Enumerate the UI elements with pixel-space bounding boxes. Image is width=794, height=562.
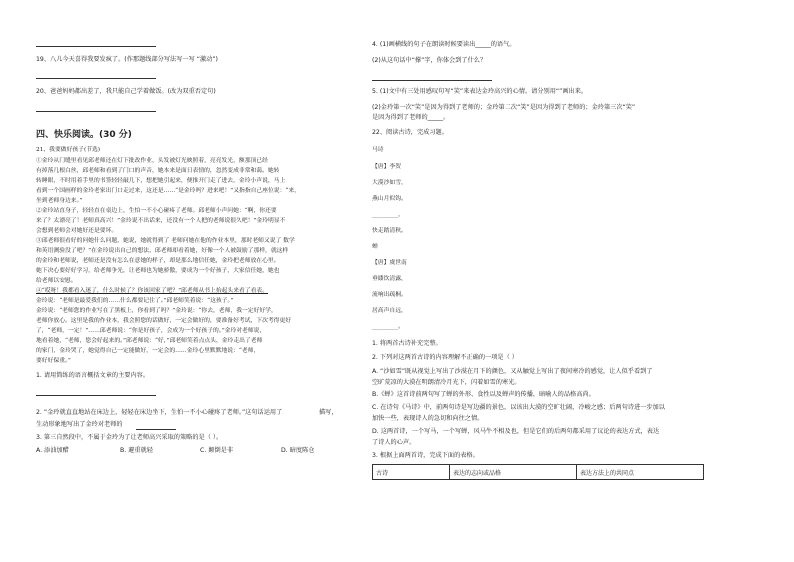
- poem-option-c: C. 在诗句《马诗》中，前两句诗是写边疆的景色，以该出大漠的空旷壮阔，冷峻之感；后两句诗进一步加以: [372, 404, 665, 411]
- poem2-line: 居高声自远，: [372, 308, 407, 314]
- poem1-line: _________，: [372, 212, 404, 218]
- poem-question-1: 1. 将两首古诗补充完整。: [372, 340, 442, 347]
- answer-line: [36, 78, 156, 79]
- passage-line: 和英语测验没了吧？”在金玲说出自己的想法，邱老师却看着她，好像一个人被鼓励了那样，就这样: [36, 248, 289, 254]
- poem2-author: 【唐】虞世南: [372, 260, 407, 266]
- poem2-line: 垂緌饮清露，: [372, 276, 407, 282]
- passage-line: 了，“老师，一定！”……邱老师说：“你是好孩子，会成为一个好孩子的。”金玲对老师说，: [36, 328, 266, 334]
- option-a: A. 添油加醋: [36, 447, 69, 454]
- passage-line: 坐到老师身边来。”: [36, 198, 83, 204]
- question-5-2: (2)金玲第一次“笑”是因为得到了老师的；金玲第二次“笑”是因为得到了老师的；金玲第三次“笑”: [372, 104, 636, 111]
- poem-option-b: B.《蝉》这首诗前两句写了蝉的外形、食性以及蝉声的传播，暗喻人的品格高尚。: [372, 391, 595, 398]
- passage-line: 她下决心要好好学习，给老师争光，让老师也为她骄傲，要成为一个好孩子，大家信任她，她也: [36, 268, 280, 274]
- option-d: D. 暗度陈仓: [281, 447, 315, 454]
- passage-line: ①金玲从门缝里看见邱老师还在灯下批改作业，头发被灯光映照着，亮亮发光，额那顶已经: [36, 158, 268, 164]
- reading-question-3: 3. 第三自然段中，不属于金玲为了让老师高兴采取的策略的是（ ）。: [36, 434, 223, 441]
- poem2-line: 流响出疏桐。: [372, 292, 407, 298]
- passage-line: 转睡眼，不时用着手里的书签轻轻敲几下，想把她引起来，便推开门走了进去，金玲小声说，马上: [36, 178, 286, 184]
- poem-option-a-cont: 空旷荒凉的大漠在明朗清冷月光下，闪着如雪的寒光。: [372, 379, 521, 386]
- passage-line: ②金玲站直身子，轻轻直在桌边上，生怕一不小心碰疼了老师。邱老师小声问她：“啊，你还要: [36, 208, 277, 214]
- poem-option-d-cont: 了诗人的心声。: [372, 439, 416, 446]
- poem2-line: _________。: [372, 324, 404, 330]
- table-header: 表达的志向或品格: [450, 465, 577, 480]
- table-header: 表达方法上的共同点: [577, 465, 704, 480]
- reading-question-2-b: 描写，: [319, 409, 338, 416]
- passage-line: 看到一个国画样的金玲老家出门口走过来，这还是……“是金玲吗？进来吧！”又指指自己座位说：“来，: [36, 188, 300, 194]
- poem1-line: 快走踏清秋。: [372, 228, 407, 234]
- option-c: C. 颠倒是非: [200, 447, 234, 454]
- answer-line: [36, 111, 156, 112]
- passage-line: 老师你放心。这里是我的作业本，我会照您的话做好，一定会做好的，要准备好考试，下次考得更好: [36, 318, 292, 324]
- answer-line: [36, 395, 156, 396]
- passage-line: 来了？太漂亮了！老师真高兴！”金玲说不出话来，还没有一个人把的老师说很久吧！”金玲明显不: [36, 218, 286, 224]
- table-header: 古诗: [373, 465, 450, 480]
- poem2-title: 蝉: [372, 244, 378, 250]
- question-19: 19、八儿今天喜得我要发疯了。(作那题线部分写法写一写 “激动”): [36, 56, 218, 63]
- answer-line: [372, 80, 492, 81]
- table-row: [373, 465, 704, 480]
- poem1-line: 大漠沙如雪，: [372, 180, 407, 186]
- passage-title: 21、我要做好孩子(节选): [36, 147, 101, 153]
- poem-option-d: D. 这两首诗，一个写马，一个写蝉，风马牛不相及也，但是它们的后两句都采用了议论的表达方式，表达: [372, 428, 660, 435]
- passage-line: 给老师以安慰。: [36, 278, 77, 284]
- passage-line: ④“哎呀！我都看入迷了，什么时候了？你该回家了吧？”邱老师从书上抬起头来看了看表。: [36, 288, 269, 294]
- poem-question-2: 2. 下列对这两首古诗的内容理解不正确的一项是（ ）: [372, 354, 518, 361]
- answer-line: [36, 46, 156, 47]
- poem1-line: 燕山月似钩。: [372, 196, 407, 202]
- passage-line: 金玲说：“老师您的作业写在了黑板上，你看到了吗？”金玲说：“你去，老师，我一定好好学，: [36, 308, 277, 314]
- reading-question-2-c: 生动形象地写出了金玲对老师的: [36, 421, 123, 428]
- passage-line: 金玲说：“老师是最爱我们的……什么都要记住了。”邱老师笑着说：“这孩子。”: [36, 298, 234, 304]
- passage-line: 会想到老师会对她好还是要坏。: [36, 228, 118, 234]
- question-5-1: 5. (1)文中有三处用感叹句写“笑”来表达金玲高兴的心情。请分别用“”画出来。: [372, 88, 588, 95]
- poem1-author: 【唐】李贺: [372, 164, 401, 170]
- poem-option-a: A. “沙如雪”既从视觉上写出了沙漠在月下的颜色，又从触觉上写出了夜间寒冷的感觉，让人似乎看到了: [372, 368, 653, 375]
- answer-line: [136, 429, 176, 430]
- reading-question-2: 2. “金玲就直直地站在床边上，轻轻在床边坐下，生怕一不小心碰疼了老师。”这句话运用了: [36, 409, 283, 416]
- poem-option-c-cont: 加快一些，表现诗人的急切和向往之情。: [372, 415, 484, 422]
- passage-line: 要好好保重。”: [36, 358, 71, 364]
- passage-line: 的家门，金玲哭了，她觉得自己一定能做好，一定会的……金玲心里默默地说：“老师，: [36, 348, 260, 354]
- question-4-2: (2)从这句话中“撑”字，你体会到了什么？: [372, 57, 487, 64]
- question-20: 20、爸爸妈妈都出差了，我只能自己学着做饭。(改为双重否定句): [36, 88, 216, 95]
- section-title: 四、快乐阅读。(30 分): [36, 130, 132, 140]
- reading-question-1: 1. 请用简练的语言概括文章的主要内容。: [36, 372, 150, 379]
- question-4-1: 4. (1)画横线的句子在朗读时候要读出_____的语气。: [372, 41, 516, 48]
- option-b: B. 避重就轻: [120, 447, 153, 454]
- passage-line: 地看着她，“老师，您会好起来的。”邱老师说：“好，”邱老师笑着点点头，金玲走出了老师: [36, 338, 263, 344]
- question-22: 22、阅读古诗，完成习题。: [372, 129, 448, 136]
- question-5-2-b: 是因为得到了老师的_____。: [372, 114, 450, 121]
- passage-line: 有掉落几根白丝，邱老师和看到了门口的声音，她本来是面日表情的，忽然变成非常和蔼。她转: [36, 168, 280, 174]
- poem-question-3: 3. 根据上面两首诗，完成下面的表格。: [372, 452, 479, 459]
- passage-line: ③邱老师很看好的问她什么问题，她说，她就得到了 老师问她在他的作业本里，那时老师又说了 数学: [36, 238, 295, 244]
- poem1-title: 马诗: [372, 147, 384, 153]
- answer-table: [372, 464, 704, 480]
- passage-line: 的金玲和老师说，老师还是没有怎么在意她的样子，却是那么地信任她，金玲把老师放在心里。: [36, 258, 280, 264]
